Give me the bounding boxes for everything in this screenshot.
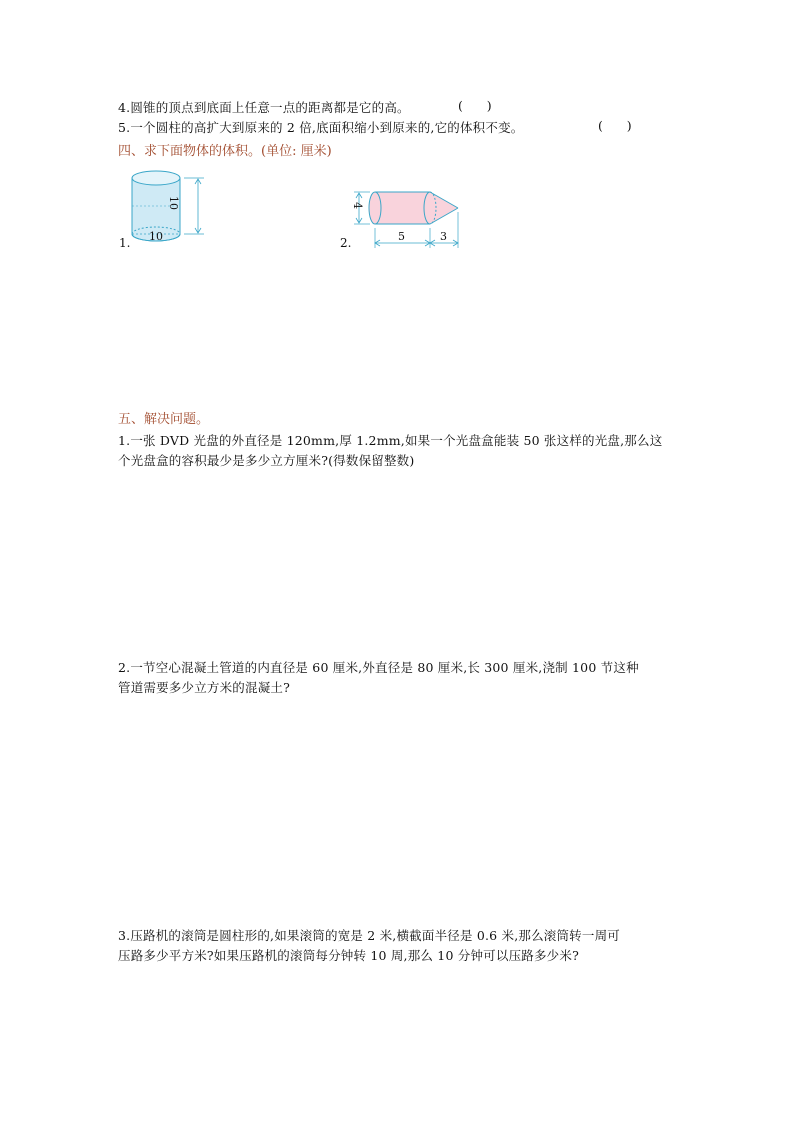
cylinder-height-label: 10 xyxy=(167,196,180,210)
cylinder-cone-figure xyxy=(340,182,470,252)
section-4-title: 四、求下面物体的体积。(单位: 厘米) xyxy=(118,144,332,159)
section-5-title: 五、解决问题。 xyxy=(118,412,210,427)
question-1-line-1: 1.一张 DVD 光盘的外直径是 120mm,厚 1.2mm,如果一个光盘盒能装 50 张这样的光盘,那么这 xyxy=(118,433,663,448)
question-3-line-2: 压路多少平方米?如果压路机的滚筒每分钟转 10 周,那么 10 分钟可以压路多少米? xyxy=(118,948,579,963)
cone-length-label: 3 xyxy=(440,230,447,243)
question-2-line-1: 2.一节空心混凝土管道的内直径是 60 厘米,外直径是 80 厘米,长 300 厘米,浇制 100 节这种 xyxy=(118,660,639,675)
judge-item-5: 5.一个圆柱的高扩大到原来的 2 倍,底面积缩小到原来的,它的体积不变。 xyxy=(118,120,524,135)
answer-bracket-5[interactable]: ( ) xyxy=(598,118,632,133)
question-3-line-1: 3.压路机的滚筒是圆柱形的,如果滚筒的宽是 2 米,横截面半径是 0.6 米,那么滚筒转一周可 xyxy=(118,928,620,943)
figure-1-number: 1. xyxy=(119,236,131,250)
prism-diameter-label: 4 xyxy=(351,202,364,209)
cylinder-diameter-label: 10 xyxy=(149,230,163,243)
cylinder-length-label: 5 xyxy=(398,230,405,243)
figure-2-number: 2. xyxy=(340,236,352,250)
answer-bracket-4[interactable]: ( ) xyxy=(458,98,492,113)
judge-item-4: 4.圆锥的顶点到底面上任意一点的距离都是它的高。 xyxy=(118,100,410,115)
question-1-line-2: 个光盘盒的容积最少是多少立方厘米?(得数保留整数) xyxy=(118,453,415,468)
question-2-line-2: 管道需要多少立方米的混凝土? xyxy=(118,680,291,695)
